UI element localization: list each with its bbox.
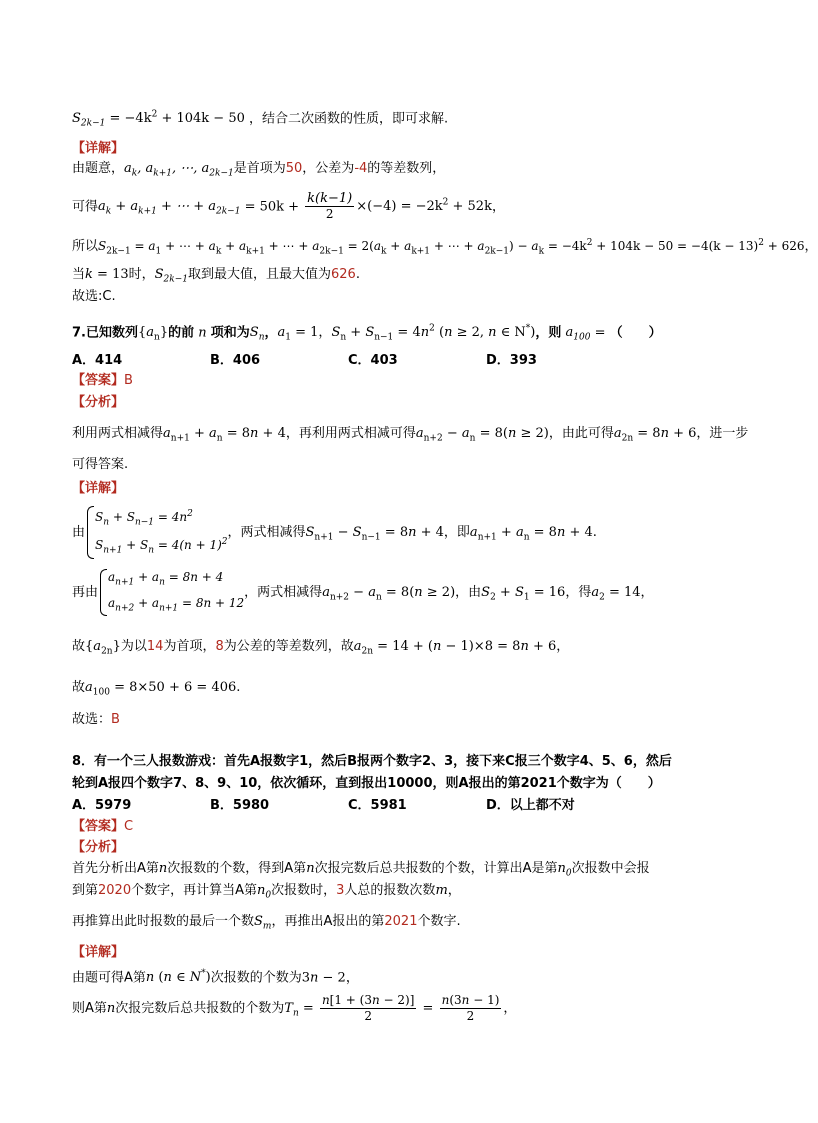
text: 再推算出此时报数的最后一个数 (72, 914, 255, 929)
line-text: ，结合二次函数的性质，即可求解. (249, 111, 449, 127)
text: 再由 (72, 585, 99, 600)
math-eq2: $\times(-4) = -2k^2 + 52k$ (356, 198, 492, 215)
q7-detail-line-3: 故$\{a_{2n}\}$为以14为首项，8为公差的等差数列，故$a_{2n} = 14 + (n - 1)\times 8 = 8n + 6$， (72, 639, 570, 657)
math-long: $S_{2k-1} = a_1$ + ⋯ + $a_k + a_{k+1}$ + ⋯ + $a_{2k-1} = 2(a_k + a_{k+1}$ + ⋯ + $a_{2k-1}) - a_k = -4k^2 + 104k - 50 = -4(k - 13)^2 + 626$ (98, 238, 805, 257)
text: 次报完数后总共报数的个数，计算出A是第 (314, 861, 558, 876)
q8-analysis-line-3: 再推算出此时报数的最后一个数$S_m$，再推出A报出的第2021个数字. (72, 914, 461, 932)
text: 由题可得A第 (72, 970, 146, 986)
text: 由 (72, 524, 86, 540)
text: ，两式相减得 (227, 524, 306, 540)
question-7-title: 7.已知数列$\{a_n\}$的前 n 项和为$S_n$，$a_1 = 1$，$S_n + S_{n-1} = 4n^2$ (n ≥ 2, n ∈ N*)，则 $a_{100}$ = （ ） (72, 324, 662, 343)
text: ， (503, 1001, 517, 1016)
math-eq: = 50k + (240, 199, 304, 215)
q7-detail-line-1 (72, 504, 597, 563)
text: 次报数中会报 (571, 861, 650, 876)
text: 故选： (72, 712, 112, 727)
text: ，则 (535, 325, 562, 341)
line-s2k1-value: 所以$S_{2k-1} = a_1$ + ⋯ + $a_k + a_{k+1}$ + ⋯ + $a_{2k-1} = 2(a_k + a_{k+1}$ + ⋯ + $a_{2k-1}) - a_k = -4k^2 + 104k - 50 = -4(k - 13)^2 + 626$， (72, 238, 818, 257)
text: ，两式相减得 (244, 585, 323, 600)
text: 故 (72, 680, 86, 695)
text: ， (447, 883, 461, 898)
math-seq: $a_k$, $a_{k+1}$, ⋯, $a_{2k-1}$ (124, 161, 234, 179)
math-7: $S_2 + S_1 = 16$ (481, 585, 566, 603)
text: 取到最大值，且最大值为 (187, 267, 331, 282)
fraction-1: $\frac{n[1 + (3n - 2)]}{2}$ (321, 993, 415, 1023)
text: ，由此可得 (548, 426, 614, 441)
option-c[interactable]: C．5981 (348, 798, 407, 813)
q8-analysis-line-1: 首先分析出A第n次报数的个数，得到A第n次报完数后总共报数的个数，计算出A是第$n_0$次报数中会报 (72, 861, 650, 879)
answer-tag: 【答案】 (72, 819, 125, 834)
text: 为公差的等差数列，故 (223, 639, 354, 654)
text: ，由 (455, 585, 482, 600)
q7-detail-line-4 (72, 679, 240, 702)
text: ， (345, 970, 359, 986)
math-s: $S_{2k-1}$ (154, 267, 188, 285)
text: 的前 (168, 325, 195, 341)
text: 由题意， (72, 161, 125, 176)
line-max-value (72, 266, 360, 289)
text: 利用两式相减得 (72, 426, 164, 441)
text: ，再利用两式相减可得 (285, 426, 416, 441)
option-a[interactable]: A．5979 (72, 798, 132, 813)
text: ，进一步 (696, 426, 749, 441)
math-2: $a_{n+2} - a_n = 8(n \ge 2)$ (415, 426, 549, 444)
text: ，再推出A报出的第 (271, 914, 385, 929)
math-13: 3n − 2 (301, 970, 346, 986)
math-expr-1: = $-4k^2 + 104k - 50$ (109, 110, 245, 127)
equation-system-1: $S_n + S_{n-1} = 4n^2$ $S_{n+1} + S_n = 4(n + 1)^2$ (85, 504, 227, 561)
q7-detail-line-2 (72, 567, 654, 624)
math-8: $a_2 = 14$ (591, 585, 641, 603)
text: 所以 (72, 239, 99, 254)
text: 为首项， (163, 639, 216, 654)
q7-choice-line (72, 711, 120, 729)
line-sum-formula (72, 106, 448, 133)
detail-tag: 【详解】 (72, 141, 125, 156)
choice-value: B (111, 712, 120, 727)
fraction-2: $\frac{n(3n - 1)}{2}$ (441, 993, 500, 1023)
math-10: $a_{2n} = 14 + (n - 1)\times 8 = 8n + 6$ (353, 639, 557, 657)
common-diff: 8 (215, 639, 224, 654)
math-1: $a_{n+1} + a_n = 8n + 4$ (163, 426, 286, 444)
text: ，得 (565, 585, 592, 600)
q8-detail-line-2: 则A第n次报完数后总共报数的个数为$T_n$ = $\frac{n[1 + (3n - 2)]}{2}$ = $\frac{n(3n - 1)}{2}$ ， (72, 993, 517, 1023)
first-term: 50 (285, 161, 303, 176)
analysis-tag: 【分析】 (72, 395, 125, 410)
choice-line: 故选:C. (72, 289, 116, 304)
number: 2020 (98, 883, 132, 898)
text: 个数字，再计算当A第 (131, 883, 258, 898)
text: 是首项为 (233, 161, 286, 176)
first-term: 14 (146, 639, 164, 654)
text: 故 (72, 639, 86, 654)
number: 3 (336, 883, 345, 898)
math-an: $\{a_n\}$ (137, 325, 169, 343)
math-9: $\{a_{2n}\}$ (85, 639, 121, 657)
number: 2021 (384, 914, 418, 929)
text: 到第 (72, 883, 99, 898)
q7-answer-line (72, 372, 133, 390)
question-8-title-2: 轮到A报四个数字7、8、9、10，依次循环，直到报出10000，则A报出的第2021个数字为（ ） (72, 776, 661, 791)
line-sum-derivation: 可得$a_k + a_{k+1}$ + ⋯ + $a_{2k-1} = 50k$ + $\frac{k(k-1)}{2}$ $\times(-4) = -2k^2 + 52k$， (72, 191, 505, 222)
answer-tag: 【答案】 (72, 373, 125, 388)
text: 首先分析出A第 (72, 861, 159, 876)
text: 为以 (120, 639, 147, 654)
math-12: n (n ∈ N*) (145, 969, 211, 986)
text: ， (640, 585, 654, 600)
math-cond: $a_1 = 1$，$S_n + S_{n-1} = 4n^2$ (n ≥ 2, n ∈ N*) (277, 324, 536, 343)
text: （ ） (609, 325, 662, 341)
text: 次报完数后总共报数的个数为 (115, 1001, 285, 1016)
text: 人总的报数次数 (344, 883, 436, 898)
text: 可得 (72, 199, 99, 215)
text: 次报数的个数，得到A第 (167, 861, 307, 876)
text: 当 (72, 267, 86, 282)
text: ，即 (443, 524, 470, 540)
detail-tag-2: 【详解】 (72, 481, 125, 496)
option-a[interactable]: A．414 (72, 353, 123, 368)
option-b[interactable]: B．406 (210, 353, 261, 368)
analysis-tag-2: 【分析】 (72, 840, 125, 855)
line-problem-setup (72, 160, 445, 183)
text: 则A第 (72, 1001, 107, 1016)
common-diff: -4 (354, 161, 368, 176)
math-5: $a_{n+1} + a_n = 8n + 4$. (469, 524, 597, 543)
detail-tag-3: 【详解】 (72, 945, 125, 960)
text: 时， (128, 267, 155, 282)
text: 次报数时， (271, 883, 337, 898)
q7-analysis-line-2: 可得答案. (72, 457, 129, 472)
option-d[interactable]: D．以上都不对 (486, 798, 575, 813)
option-c[interactable]: C．403 (348, 353, 398, 368)
answer-value: C (124, 819, 134, 834)
math-11: $a_{100} = 8\times 50 + 6 = 406$. (85, 680, 241, 698)
math-3: $a_{2n} = 8n + 6$ (613, 426, 697, 444)
math-s2k1: $S_{2k-1}$ (72, 111, 106, 129)
question-8-title-1: 8．有一个三人报数游戏：首先A报数字1，然后B报两个数字2、3，接下来C报三个数字4、5、6，然后 (72, 754, 672, 769)
text: 个数字. (417, 914, 461, 929)
text: 7.已知数列 (72, 325, 138, 341)
math-sum: $a_k + a_{k+1}$ + ⋯ + $a_{2k-1}$ (98, 199, 241, 217)
math-4: $S_{n+1} - S_{n-1} = 8n + 4$ (305, 524, 444, 543)
text: 项和为 (210, 325, 250, 341)
math-6: $a_{n+2} - a_n = 8(n \ge 2)$ (322, 585, 456, 603)
max-value: 626 (331, 267, 356, 282)
answer-value: B (124, 373, 133, 388)
math-13: = 13 (92, 267, 129, 282)
text: 次报数的个数为 (210, 970, 302, 986)
option-b[interactable]: B．5980 (210, 798, 270, 813)
text: . (355, 267, 360, 282)
fraction: $\frac{k(k-1)}{2}$ (307, 191, 353, 222)
q8-answer-line (72, 818, 133, 836)
option-d[interactable]: D．393 (486, 353, 537, 368)
q8-detail-line-1 (72, 965, 359, 987)
math-k: k (85, 267, 93, 282)
text: 的等差数列， (367, 161, 446, 176)
equation-system-2: $a_{n+1} + a_n = 8n + 4$ $a_{n+2} + a_{n+1} = 8n + 12$ (98, 567, 244, 618)
text: ，公差为 (302, 161, 355, 176)
q8-analysis-line-2: 到第2020个数字，再计算当A第$n_0$次报数时，3人总的报数次数m， (72, 883, 461, 901)
q7-analysis-line-1 (72, 425, 748, 448)
